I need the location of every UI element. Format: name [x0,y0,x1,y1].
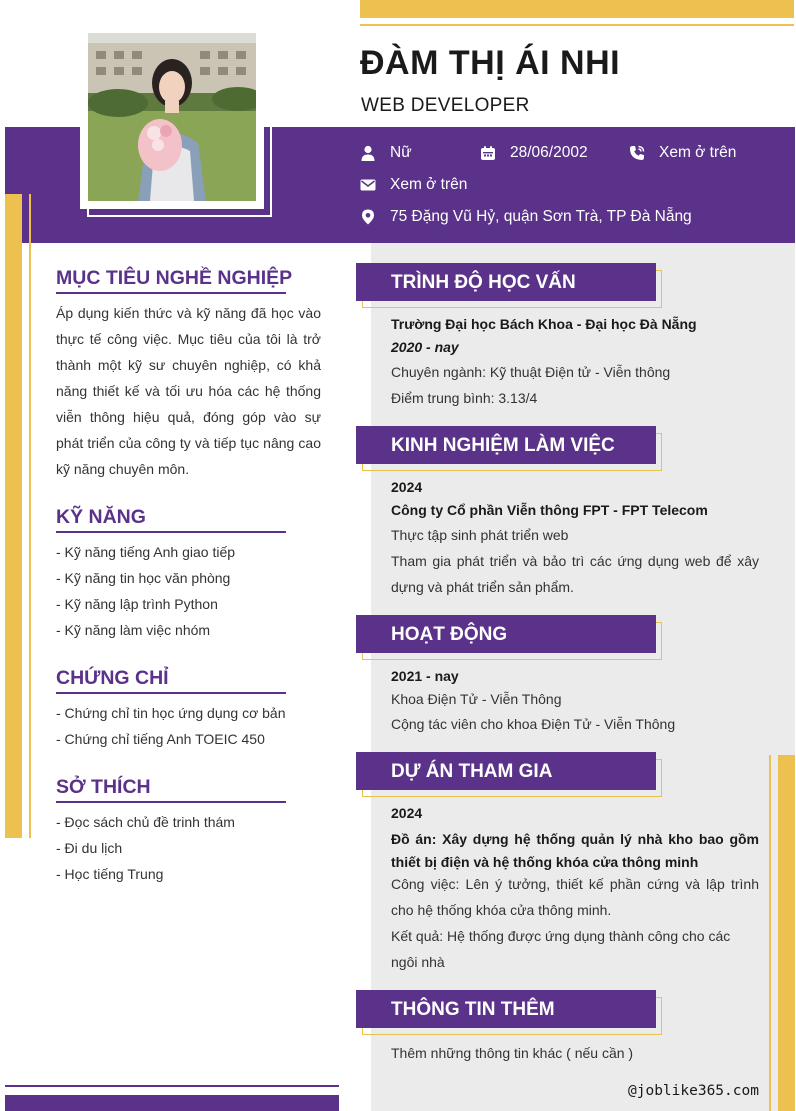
address-value: 75 Đặng Vũ Hỷ, quận Sơn Trà, TP Đà Nẵng [390,208,692,225]
education-heading: TRÌNH ĐỘ HỌC VẤN [356,263,656,301]
experience-description: Tham gia phát triển và bảo trì các ứng dụng web để xây dựng và phát triển sản phẩm. [391,553,759,595]
bottom-accent-line [5,1085,339,1087]
certificates-heading: CHỨNG CHỈ [56,667,286,694]
list-item: - Kỹ năng tiếng Anh giao tiếp [56,544,236,560]
right-accent-bar [778,755,795,1111]
skills-list [56,539,321,643]
project-year: 2024 [391,805,423,821]
location-pin-icon [360,209,376,225]
education-school: Trường Đại học Bách Khoa - Đại học Đà Nẵng [391,316,697,332]
bottom-accent-bar [5,1095,339,1111]
education-period: 2020 - nay [391,339,459,355]
project-work: Công việc: Lên ý tưởng, thiết kế phần cứng và lập trình cho hệ thống khóa cửa thông minh. [391,876,759,918]
project-result: Kết quả: Hệ thống được ứng dụng thành công cho các ngôi nhà [391,928,731,970]
left-accent-line [29,194,31,838]
contact-phone [629,144,736,162]
profile-photo [88,33,256,201]
contact-gender [360,144,412,162]
objective-text: Áp dụng kiến thức và kỹ năng đã học vào thực tế công việc. Mục tiêu của tôi là trở thành một kỹ sư chuyên nghiệp, có khả năng thiết kế và tối ưu hóa các hệ thống viễn thông hiệu quả, đóng góp vào sự phát triển của công ty và tiếp tục nâng cao kỹ năng chuyên môn. [56,305,321,477]
activities-description: Cộng tác viên cho khoa Điện Tử - Viễn Thông [391,716,676,732]
birthday-value: 28/06/2002 [510,144,588,161]
top-accent-line [360,24,794,26]
hobbies-list [56,809,321,887]
contact-email [360,176,467,194]
top-accent-bar [360,0,794,18]
activities-heading: HOẠT ĐỘNG [356,615,656,653]
activities-org: Khoa Điện Tử - Viễn Thông [391,691,562,707]
job-title: WEB DEVELOPER [361,95,530,116]
extra-heading: THÔNG TIN THÊM [356,990,656,1028]
list-item: - Đọc sách chủ đề trinh thám [56,814,235,830]
profile-photo-illustration [88,33,256,201]
projects-heading: DỰ ÁN THAM GIA [356,752,656,790]
experience-role: Thực tập sinh phát triển web [391,527,569,543]
email-value: Xem ở trên [390,176,468,193]
hobbies-heading: SỞ THÍCH [56,776,286,803]
list-item: - Chứng chỉ tiếng Anh TOEIC 450 [56,731,265,747]
envelope-icon [360,177,376,193]
gender-value: Nữ [390,144,412,161]
education-major: Chuyên ngành: Kỹ thuật Điện tử - Viễn thông [391,364,671,380]
list-item: - Học tiếng Trung [56,866,164,882]
objective-heading: MỤC TIÊU NGHỀ NGHIỆP [56,267,286,294]
education-gpa: Điểm trung bình: 3.13/4 [391,390,538,406]
list-item: - Chứng chỉ tin học ứng dụng cơ bản [56,705,286,721]
user-icon [360,145,376,161]
activities-period: 2021 - nay [391,668,459,684]
project-name: Đồ án: Xây dựng hệ thống quản lý nhà kho bao gồm thiết bị điện và hệ thống khóa cửa thông minh [391,831,759,870]
watermark: @joblike365.com [628,1083,759,1099]
left-accent-bar [5,194,22,838]
list-item: - Kỹ năng tin học văn phòng [56,570,231,586]
certificates-list [56,700,321,752]
experience-year: 2024 [391,479,423,495]
skills-heading: KỸ NĂNG [56,506,286,533]
experience-heading: KINH NGHIỆM LÀM VIỆC [356,426,656,464]
right-accent-line [769,755,771,1111]
list-item: - Kỹ năng làm việc nhóm [56,622,211,638]
phone-icon [629,145,645,161]
candidate-name: ĐÀM THỊ ÁI NHI [360,44,621,82]
contact-address [360,208,692,226]
list-item: - Đi du lịch [56,840,123,856]
calendar-icon [480,145,496,161]
extra-text: Thêm những thông tin khác ( nếu cần ) [391,1045,634,1061]
contact-birthday [480,144,588,162]
phone-value: Xem ở trên [659,144,737,161]
list-item: - Kỹ năng lập trình Python [56,596,218,612]
experience-company: Công ty Cổ phần Viễn thông FPT - FPT Telecom [391,502,708,518]
